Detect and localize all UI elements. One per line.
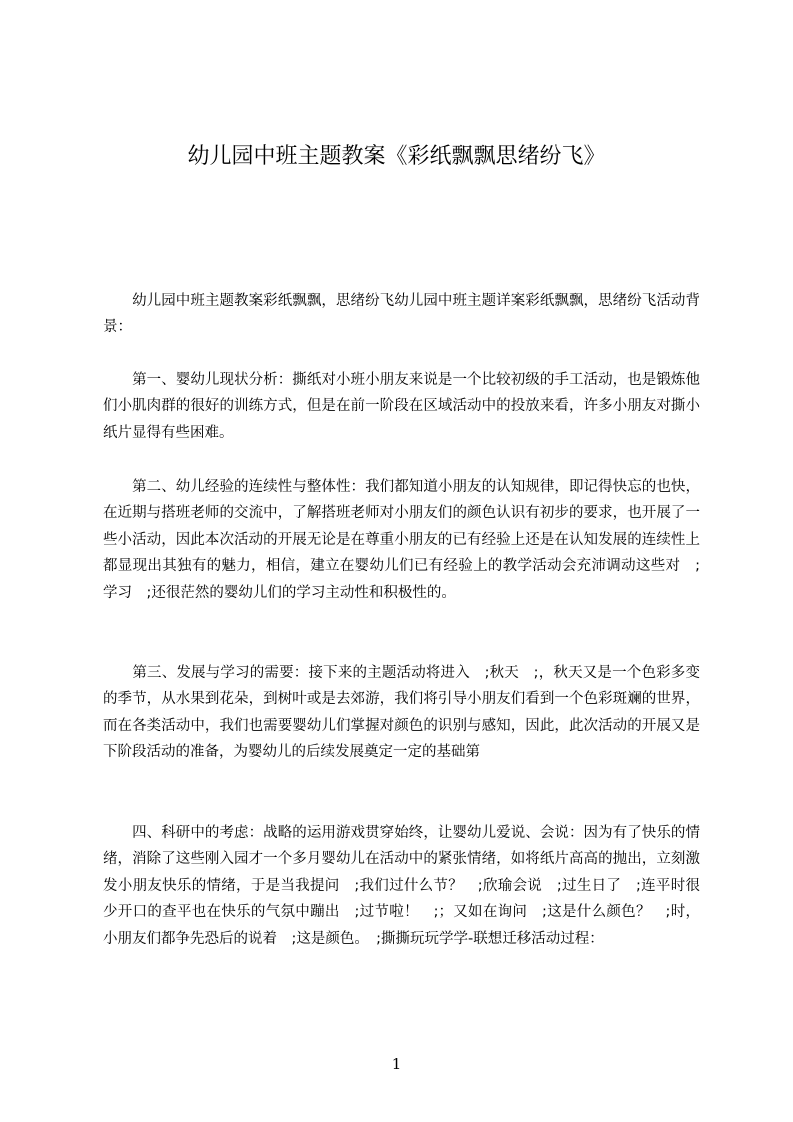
paragraph-experience-continuity: 第二、幼儿经验的连续性与整体性：我们都知道小朋友的认知规律，即记得快忘的也快，在近期与搭班老师的交流中，了解搭班老师对小朋友们的颜色认识有初步的要求，也开展了一些小活动，因此本次活动的开展无论是在尊重小朋友的已有经验上还是在认知发展的连续性上都显现出其独有的魅力，相信，建立在婴幼儿们已有经验上的教学活动会充沛调动这些对 ;学习 ;还很茫然的婴幼儿们的学习主动性和积极性的。 — [103, 479, 700, 601]
paragraph-activity-background: 幼儿园中班主题教案彩纸飘飘，思绪纷飞幼儿园中班主题详案彩纸飘飘，思绪纷飞活动背景： — [103, 293, 700, 336]
paragraph-learning-needs: 第三、发展与学习的需要：接下来的主题活动将进入 ;秋天 ;，秋天又是一个色彩多变的季节，从水果到花朵，到树叶或是去郊游，我们将引导小朋友们看到一个色彩斑斓的世界，而在各类活动中，我们也需要婴幼儿们掌握对颜色的识别与感知，因此，此次活动的开展又是下阶段活动的准备，为婴幼儿的后续发展奠定一定的基础第 — [103, 665, 700, 761]
document-title: 幼儿园中班主题教案《彩纸飘飘思绪纷飞》 — [187, 144, 606, 169]
paragraph-status-analysis: 第一、婴幼儿现状分析：撕纸对小班小朋友来说是一个比较初级的手工活动，也是锻炼他们小肌肉群的很好的训练方式，但是在前一阶段在区域活动中的投放来看，许多小朋友对撕小纸片显得有些困难。 — [103, 372, 700, 441]
page-number: 1 — [391, 1055, 402, 1073]
paragraph-research-considerations: 四、科研中的考虑：战略的运用游戏贯穿始终，让婴幼儿爱说、会说：因为有了快乐的情绪，消除了这些刚入园才一个多月婴幼儿在活动中的紧张情绪，如将纸片高高的抛出，立刻激发小朋友快乐的情绪，于是当我提问 ;我们过什么节？ ;欣瑜会说 ;过生日了 ;连平时很少开口的查平也在快乐的气氛中蹦出 ;过节啦！ ;；又如在询问 ;这是什么颜色？ ;时，小朋友们都争先恐后的说着 ;这是颜色。 ;撕撕玩玩学学-联想迁移活动过程： — [103, 825, 700, 947]
